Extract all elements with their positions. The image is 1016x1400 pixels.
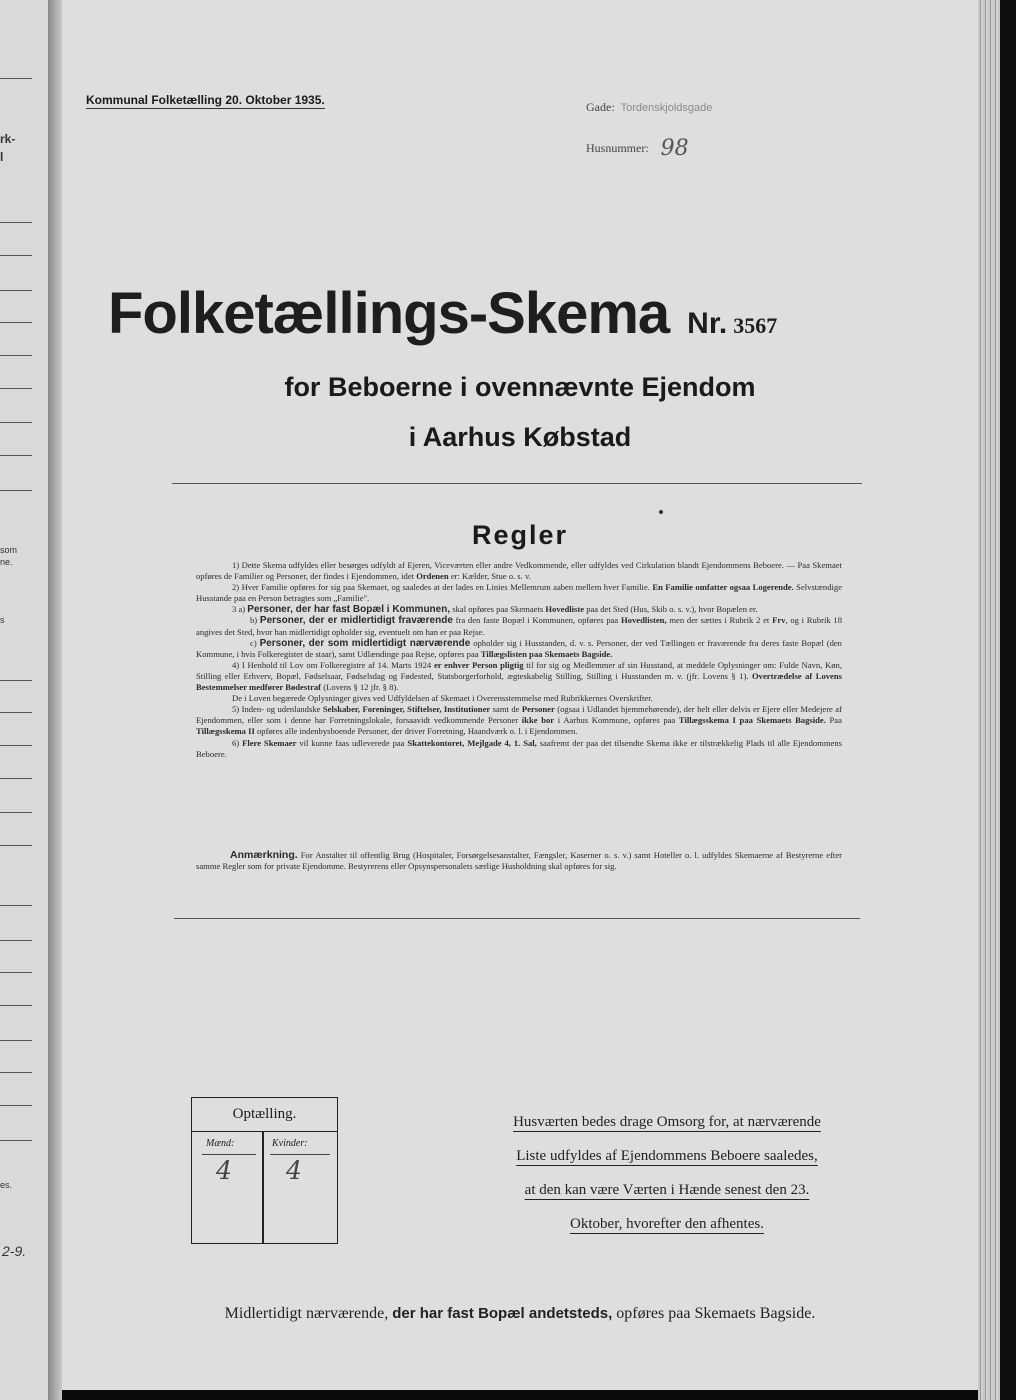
rule-4 xyxy=(196,660,842,693)
rule-line xyxy=(0,455,32,456)
title-main: Folketællings-Skema xyxy=(108,281,670,346)
page-title xyxy=(108,280,777,347)
rule-line xyxy=(0,680,32,681)
footer-text: Midlertidigt nærværende, xyxy=(224,1305,389,1322)
women-count: 4 xyxy=(286,1156,302,1185)
rule-bold: Personer xyxy=(521,704,555,715)
rule-bold: Tillægsskema II xyxy=(196,726,255,737)
house-number-label: Husnummer: xyxy=(586,141,649,155)
rule-text: fra den faste Bopæl i Kommunen, opføres paa xyxy=(455,615,619,626)
rule-text: til for sig og Medlemmer af sin Husstand, at meddele Oplysninger om: Fulde Navn, Køn, Stilling eller Erhverv, Bopæl, Fødselsaar, Fødselsdag og Fødested, Statsborgerforhold, ægteskabelig Stilling, Stilling i Husstanden m. v. (jfr. Lovens § 1). xyxy=(196,659,842,681)
rule-text: 2) Hver Familie opføres for sig paa Skemaet, og saaledes at der lades en Linies Mellemrum aaben mellem hver Familie. xyxy=(232,582,650,593)
rule-text: skal opføres paa Skemaets xyxy=(452,604,544,615)
rule-line xyxy=(0,1005,32,1006)
rule-3c xyxy=(196,638,842,660)
rule-line xyxy=(0,388,32,389)
page-gutter xyxy=(48,0,62,1400)
rule-bold: Frv xyxy=(772,615,786,626)
footer-note xyxy=(62,1305,978,1323)
rule-text: 4) I Henhold til Lov om Folkeregistre af 14. Marts 1924 xyxy=(232,659,432,670)
footer-text: opføres paa Skemaets Bagside. xyxy=(616,1305,816,1322)
house-number-field xyxy=(586,133,689,161)
men-count: 4 xyxy=(216,1156,232,1185)
page-stack-edge xyxy=(978,0,1000,1400)
footer-bold: der har fast Bopæl andetsteds, xyxy=(392,1305,613,1322)
divider xyxy=(174,918,860,919)
street-field xyxy=(586,100,712,115)
rule-text: samt de xyxy=(492,704,520,715)
rule-bold: Hovedliste xyxy=(545,604,585,615)
instruction-line: Husværten bedes drage Omsorg for, at nærværende xyxy=(513,1114,821,1130)
remark-heading: Anmærkning. xyxy=(230,849,298,861)
rule-line xyxy=(0,1040,32,1041)
rule-line xyxy=(0,222,32,223)
left-page-fragment xyxy=(0,0,48,1400)
landlord-instructions xyxy=(494,1105,840,1241)
women-label: Kvinder: xyxy=(272,1138,308,1149)
rule-bold: Tillægsskema I paa Skemaets Bagside. xyxy=(678,715,826,726)
rule-text: paa det Sted (Hus, Skib o. s. v.), hvor Bopælen er. xyxy=(586,604,758,615)
census-header: Kommunal Folketælling 20. Oktober 1935. xyxy=(86,93,325,107)
rule-4-note xyxy=(196,693,842,704)
rule-line xyxy=(0,490,32,491)
rule-number: 6) xyxy=(232,737,240,748)
title-nr-label: Nr. xyxy=(687,307,728,340)
title-nr-value: 3567 xyxy=(733,313,778,338)
rule-1 xyxy=(196,560,842,582)
left-page-text: s xyxy=(0,615,5,625)
rule-bold: Skattekontoret, Mejlgade 4, 1. Sal, xyxy=(407,737,537,748)
rule-text: 1) Dette Skema udfyldes eller besørges udfyldt af Ejeren, Viceværten eller andre Vedkommende, eller udfyldes ved Cirkulation blandt Ejendommens Beboere. — Paa Skemaet opføres de Familier og Personer, der findes i Ejendommen, idet xyxy=(196,560,842,582)
rule-text: vil kunne faas udleverede paa xyxy=(299,737,405,748)
rules-heading: Regler xyxy=(471,520,569,550)
count-box-title: Optælling. xyxy=(192,1098,337,1132)
women-underline xyxy=(270,1154,330,1155)
count-box-divider xyxy=(262,1131,264,1243)
left-page-text: ne. xyxy=(0,557,13,567)
rule-2 xyxy=(196,582,842,604)
subtitle-city: i Aarhus Købstad xyxy=(408,422,632,452)
rule-heading: Personer, der som midlertidigt nærværende xyxy=(259,637,471,649)
rule-line xyxy=(0,355,32,356)
remark-section xyxy=(196,850,842,872)
rule-text: Paa xyxy=(829,715,842,726)
house-number-value: 98 xyxy=(660,136,689,161)
rule-line xyxy=(0,845,32,846)
rule-text: (ogsaa i Udlandet hjemmehørende), der helt eller delvis er Ejere eller Medejere af Ejendommen, eller som i denne har Forretningslokale, forsaavidt vedkommende Personer xyxy=(196,704,842,726)
rule-6 xyxy=(196,738,842,760)
rule-text: opholder sig i Husstanden, d. v. s. Personer, der ved Tællingen er fraværende fra deres faste Bopæl (den Kommune, i hvis Folkeregister de staar), samt Udlændinge paa Rejse, opføres paa xyxy=(196,637,842,659)
rule-bold: Flere Skemaer xyxy=(242,737,297,748)
rule-line xyxy=(0,422,32,423)
rule-line xyxy=(0,78,32,79)
rule-text: 5) Inden- og udenlandske xyxy=(232,704,321,715)
rule-heading: Personer, der er midlertidigt fraværende xyxy=(259,615,453,627)
rules-body xyxy=(196,560,842,760)
rule-3b xyxy=(196,615,842,637)
ink-dot xyxy=(659,510,663,514)
rule-bold: Ordenen xyxy=(416,571,449,582)
rule-line xyxy=(0,1105,32,1106)
left-page-text: rk- xyxy=(0,132,16,146)
rule-bold: Overtrædelse af Lovens Bestemmelser medfører Bødestraf xyxy=(196,670,842,693)
count-box xyxy=(191,1097,338,1244)
background-edge xyxy=(1000,0,1016,1400)
instruction-line: at den kan være Værten i Hænde senest den 23. xyxy=(524,1182,810,1198)
divider xyxy=(172,483,862,484)
rule-line xyxy=(0,290,32,291)
rule-text: i Aarhus Kommune, opføres paa xyxy=(557,715,676,726)
rule-bold: ikke bor xyxy=(521,715,555,726)
rule-line xyxy=(0,745,32,746)
rule-5 xyxy=(196,704,842,737)
rule-line xyxy=(0,712,32,713)
left-page-text: 2-9. xyxy=(2,1243,27,1259)
rule-number: c) xyxy=(250,637,257,648)
rule-text: De i Loven begærede Oplysninger gives ved Udfyldelsen af Skemaet i Overensstemmelse med Rubrikkernes Overskrifter. xyxy=(232,693,653,704)
instruction-line: Oktober, hvorefter den afhentes. xyxy=(570,1216,764,1232)
rule-bold: Tillægslisten paa Skemaets Bagside. xyxy=(480,648,613,659)
rule-number: 3 a) xyxy=(232,604,246,615)
rule-text: Selvstændige Husstande paa en Person betragtes som „Familie". xyxy=(196,582,843,604)
rule-line xyxy=(0,972,32,973)
rule-text: (Lovens § 12 jfr. § 8). xyxy=(323,682,399,693)
instruction-line: Liste udfyldes af Ejendommens Beboere saaledes, xyxy=(516,1148,818,1164)
left-page-text: es. xyxy=(0,1180,13,1190)
rule-bold: En Familie omfatter ogsaa Logerende. xyxy=(652,582,794,593)
street-value: Tordenskjoldsgade xyxy=(620,102,713,114)
remark-text: For Anstalter til offentlig Brug (Hospitaler, Forsørgelsesanstalter, Fængsler, Kaserner o. s. v.) samt Hoteller o. l. udfyldes Skemaerne af Bestyrerne efter samme Regler som for private Ejendomme. Bestyrerens eller Opsynspersonalets særlige Husholdning skal opføres for sig. xyxy=(196,850,842,872)
rule-line xyxy=(0,778,32,779)
rule-text: saafremt der paa det tilsendte Skema ikke er tilstrækkelig Plads til alle Ejendommens Beboere. xyxy=(196,737,843,759)
men-label: Mænd: xyxy=(206,1138,235,1149)
rule-bold: er enhver Person pligtig xyxy=(433,659,524,670)
rule-line xyxy=(0,905,32,906)
left-page-text: som xyxy=(0,545,18,555)
left-page-text: l xyxy=(0,150,4,164)
rule-3a xyxy=(196,604,842,615)
men-underline xyxy=(202,1154,256,1155)
rule-bold: Selskaber, Foreninger, Stiftelser, Institutioner xyxy=(322,704,491,715)
rule-line xyxy=(0,812,32,813)
rule-line xyxy=(0,940,32,941)
rule-line xyxy=(0,1072,32,1073)
rule-line xyxy=(0,255,32,256)
rule-line xyxy=(0,1140,32,1141)
rule-number: b) xyxy=(250,615,258,626)
street-label: Gade: xyxy=(586,100,615,114)
rule-line xyxy=(0,322,32,323)
rule-bold: Hovedlisten, xyxy=(621,615,667,626)
rule-text: , og i Rubrik 18 angives det Sted, hvor han midlertidigt opholder sig, eventuelt om han er paa Rejse. xyxy=(196,615,843,637)
rule-heading: Personer, der har fast Bopæl i Kommunen, xyxy=(247,604,451,616)
rule-text: men der sættes i Rubrik 2 et xyxy=(669,615,770,626)
rule-text: er: Kælder, Stue o. s. v. xyxy=(450,571,531,582)
rule-text: opføres alle indenbysboende Personer, der driver Forretning, Haandværk o. l. i Ejendommen. xyxy=(256,726,578,737)
subtitle-residents: for Beboerne i ovennævnte Ejendom xyxy=(284,372,756,402)
